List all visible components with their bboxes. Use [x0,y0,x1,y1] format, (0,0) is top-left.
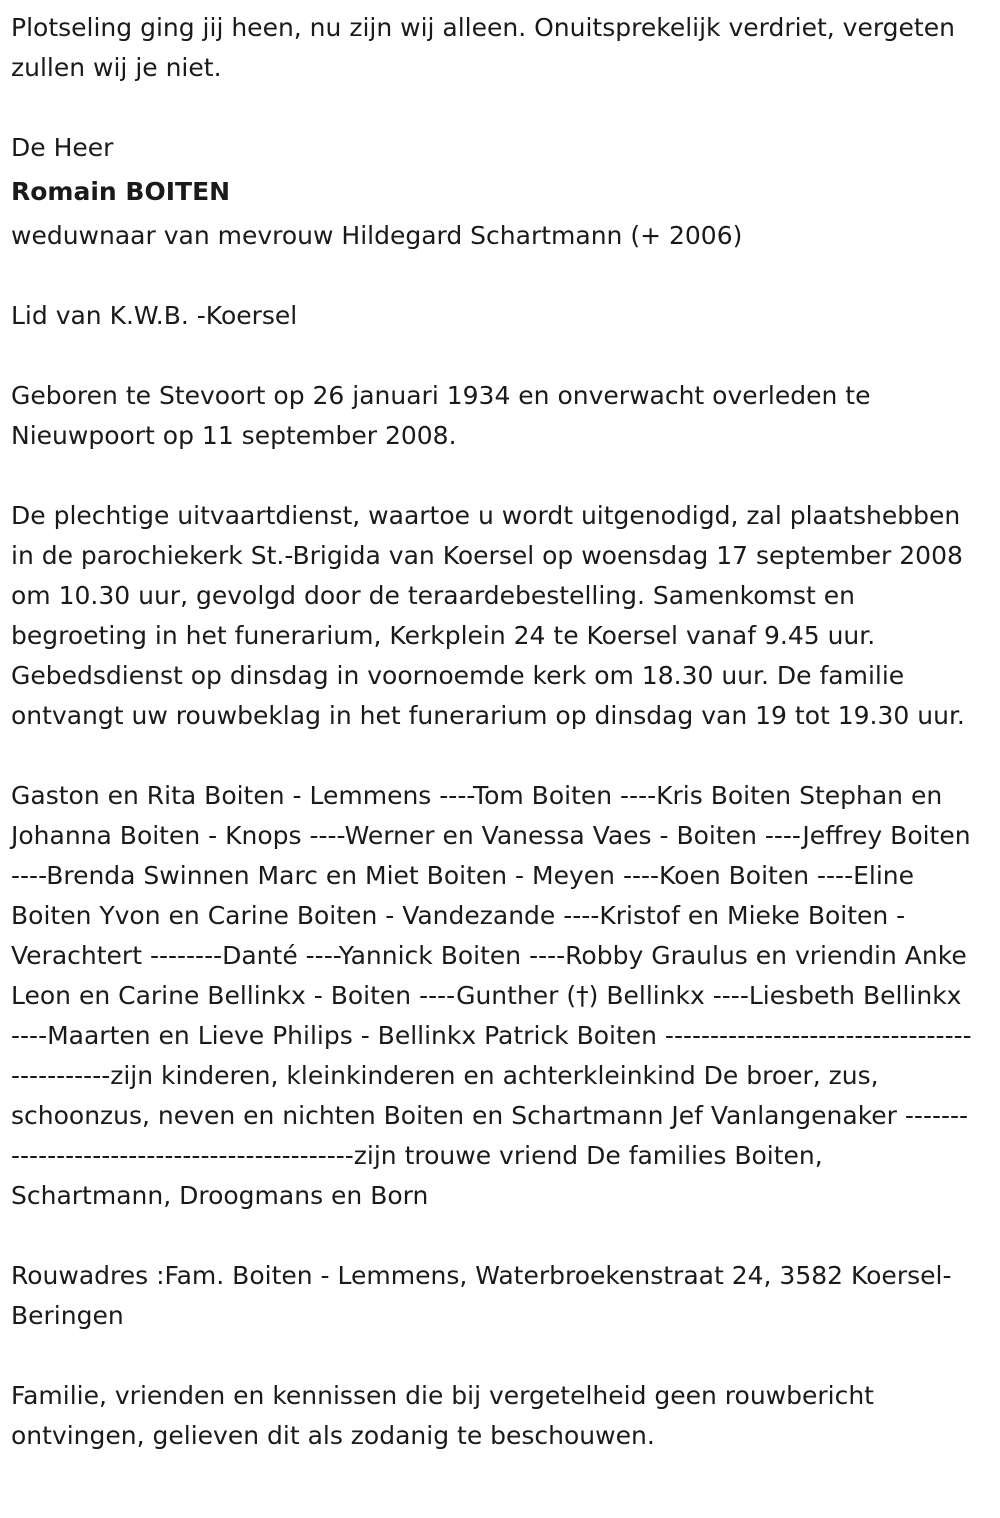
deceased-block [11,128,974,256]
closing-note: Familie, vrienden en kennissen die bij vergetelheid geen rouwbericht ontvingen, gelieven dit als zodanig te beschouwen. [11,1381,882,1450]
membership: Lid van K.W.B. -Koersel [11,301,298,330]
deceased-name: Romain BOITEN [11,177,231,206]
funeral-details: De plechtige uitvaartdienst, waartoe u wordt uitgenodigd, zal plaatshebben in de parochiekerk St.-Brigida van Koersel op woensdag 17 september 2008 om 10.30 uur, gevolgd door de teraardebestelling. Samenkomst en begroeting in het funerarium, Kerkplein 24 te Koersel vanaf 9.45 uur. Gebedsdienst op dinsdag in voornoemde kerk om 18.30 uur. De familie ontvangt uw rouwbeklag in het funerarium op dinsdag van 19 tot 19.30 uur. [11,501,971,730]
opening-verse: Plotseling ging jij heen, nu zijn wij alleen. Onuitsprekelijk verdriet, vergeten zullen wij je niet. [11,13,963,82]
widower-of: weduwnaar van mevrouw Hildegard Schartmann (+ 2006) [11,221,743,250]
mourning-address: Rouwadres :Fam. Boiten - Lemmens, Waterbroekenstraat 24, 3582 Koersel-Beringen [11,1261,952,1330]
family-list: Gaston en Rita Boiten - Lemmens ----Tom Boiten ----Kris Boiten Stephan en Johanna Boiten - Knops ----Werner en Vanessa Vaes - Boiten ----Jeffrey Boiten ----Brenda Swinnen Marc en Miet Boiten - Meyen ----Koen Boiten ----Eline Boiten Yvon en Carine Boiten - Vandezande ----Kristof en Mieke Boiten - Verachtert --------Danté ----Yannick Boiten ----Robby Graulus en vriendin Anke Leon en Carine Bellinkx - Boiten ----Gunther (†) Bellinkx ----Liesbeth Bellinkx ----Maarten en Lieve Philips - Bellinkx Patrick Boiten ---------------------------------------------zijn kinderen, kleinkinderen en achterkleinkind De broer, zus, schoonzus, neven en nichten Boiten en Schartmann Jef Vanlangenaker ---------------------------------------------zijn trouwe vriend De families Boiten, Schartmann, Droogmans en Born [11,781,979,1210]
honorific: De Heer [11,133,114,162]
birth-death-statement: Geboren te Stevoort op 26 januari 1934 en onverwacht overleden te Nieuwpoort op 11 september 2008. [11,381,879,450]
